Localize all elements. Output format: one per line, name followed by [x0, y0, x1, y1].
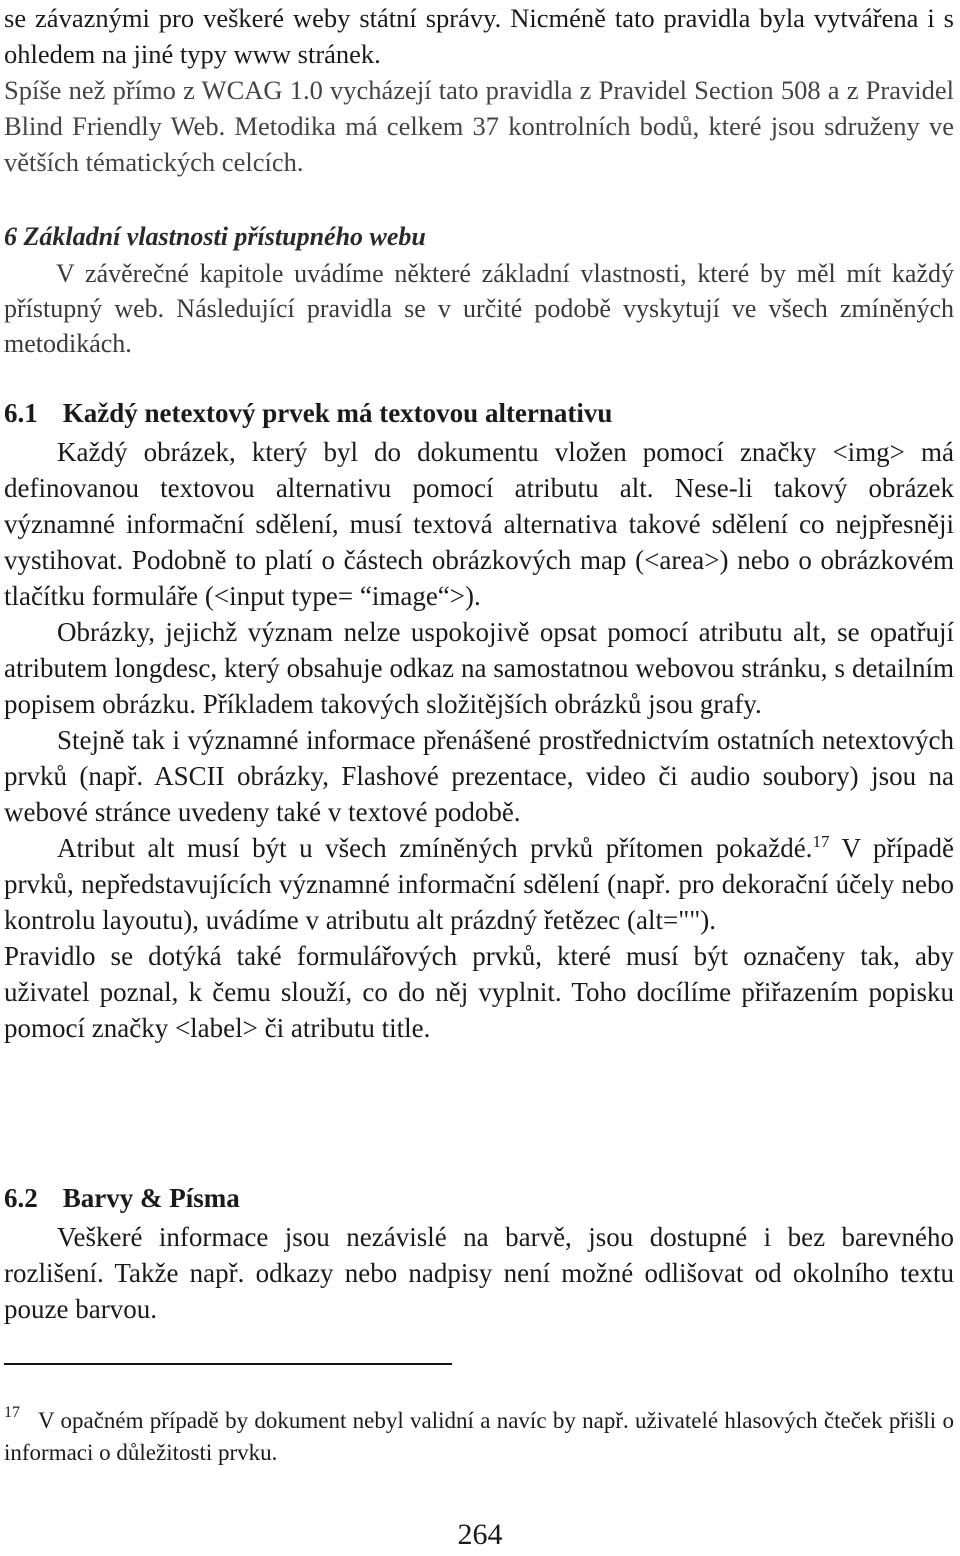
- footnote-mark: 17: [4, 1404, 20, 1421]
- intro-text: [4, 0, 954, 180]
- chapter-6-heading: 6 Základní vlastnosti přístupného webu: [4, 222, 426, 251]
- section-6-1-paragraph-5: Pravidlo se dotýká také formulářových prvků, které musí být označeny tak, aby uživatel poznal, k čemu slouží, co do něj vyplnit. Toho docílíme přiřazením popisku pomocí značky <label> či atributu title.: [4, 941, 954, 1043]
- section-6-2-paragraph-1: Veškeré informace jsou nezávislé na barvě, jsou dostupné i bez barevného rozlišení. Takže např. odkazy nebo nadpisy není možné odlišovat od okolního textu pouze barvou.: [4, 1222, 954, 1324]
- section-6-1-paragraph-4-a: Atribut alt musí být u všech zmíněných prvků přítomen pokaždé.: [57, 833, 813, 863]
- footnote: [4, 1405, 954, 1469]
- footnote-separator: [4, 1363, 452, 1365]
- section-6-1-heading: [4, 398, 612, 429]
- section-6-1-paragraph-4-b: V případě prvků, nepředstavujících významné informační sdělení (např. pro dekorační účely nebo kontrolu layoutu), uvádíme v atributu alt prázdný řetězec (alt="").: [4, 833, 954, 935]
- section-6-1-body: [4, 434, 954, 1046]
- section-6-2-number: 6.2: [4, 1183, 38, 1213]
- section-6-1-paragraph-4: [4, 830, 954, 938]
- section-6-2-heading: [4, 1183, 240, 1214]
- section-6-1-paragraph-1: Každý obrázek, který byl do dokumentu vložen pomocí značky <img> má definovanou textovou alternativu pomocí atributu alt. Nese-li takový obrázek významné informační sdělení, musí textová alternativa takové sdělení co nejpřesněji vystihovat. Podobně to platí o částech obrázkových map (<area>) nebo o obrázkovém tlačítku formuláře (<input type= “image“>).: [4, 437, 954, 611]
- section-6-1-paragraph-2: Obrázky, jejichž význam nelze uspokojivě opsat pomocí atributu alt, se opatřují atributem longdesc, který obsahuje odkaz na samostatnou webovou stránku, s detailním popisem obrázku. Příkladem takových složitějších obrázků jsou grafy.: [4, 617, 954, 719]
- section-6-1-paragraph-3: Stejně tak i významné informace přenášené prostřednictvím ostatních netextových prvků (např. ASCII obrázky, Flashové prezentace, video či audio soubory) jsou na webové stránce uvedeny také v textové podobě.: [4, 725, 954, 827]
- section-6-2-title: Barvy & Písma: [62, 1183, 240, 1213]
- intro-paragraph-2: Spíše než přímo z WCAG 1.0 vycházejí tato pravidla z Pravidel Section 508 a z Pravidel Blind Friendly Web. Metodika má celkem 37 kontrolních bodů, které jsou sdruženy ve větších tématických celcích.: [4, 75, 954, 177]
- chapter-6-paragraph: V závěrečné kapitole uvádíme některé základní vlastnosti, které by měl mít každý přístupný web. Následující pravidla se v určité podobě vyskytují ve všech zmíněných metodikách.: [4, 259, 954, 358]
- section-6-1-number: 6.1: [4, 398, 38, 428]
- page-number: 264: [457, 1518, 503, 1551]
- footnote-text: V opačném případě by dokument nebyl validní a navíc by např. uživatelé hlasových čteček přišli o informaci o důležitosti prvku.: [4, 1408, 954, 1465]
- footnote-reference-17[interactable]: 17: [812, 832, 830, 851]
- chapter-6-body: [4, 256, 954, 361]
- section-6-2-body: [4, 1219, 954, 1327]
- section-6-1-title: Každý netextový prvek má textovou alternativu: [62, 398, 613, 428]
- intro-paragraph-1: se závaznými pro veškeré weby státní správy. Nicméně tato pravidla byla vytvářena i s ohledem na jiné typy www stránek.: [4, 3, 954, 69]
